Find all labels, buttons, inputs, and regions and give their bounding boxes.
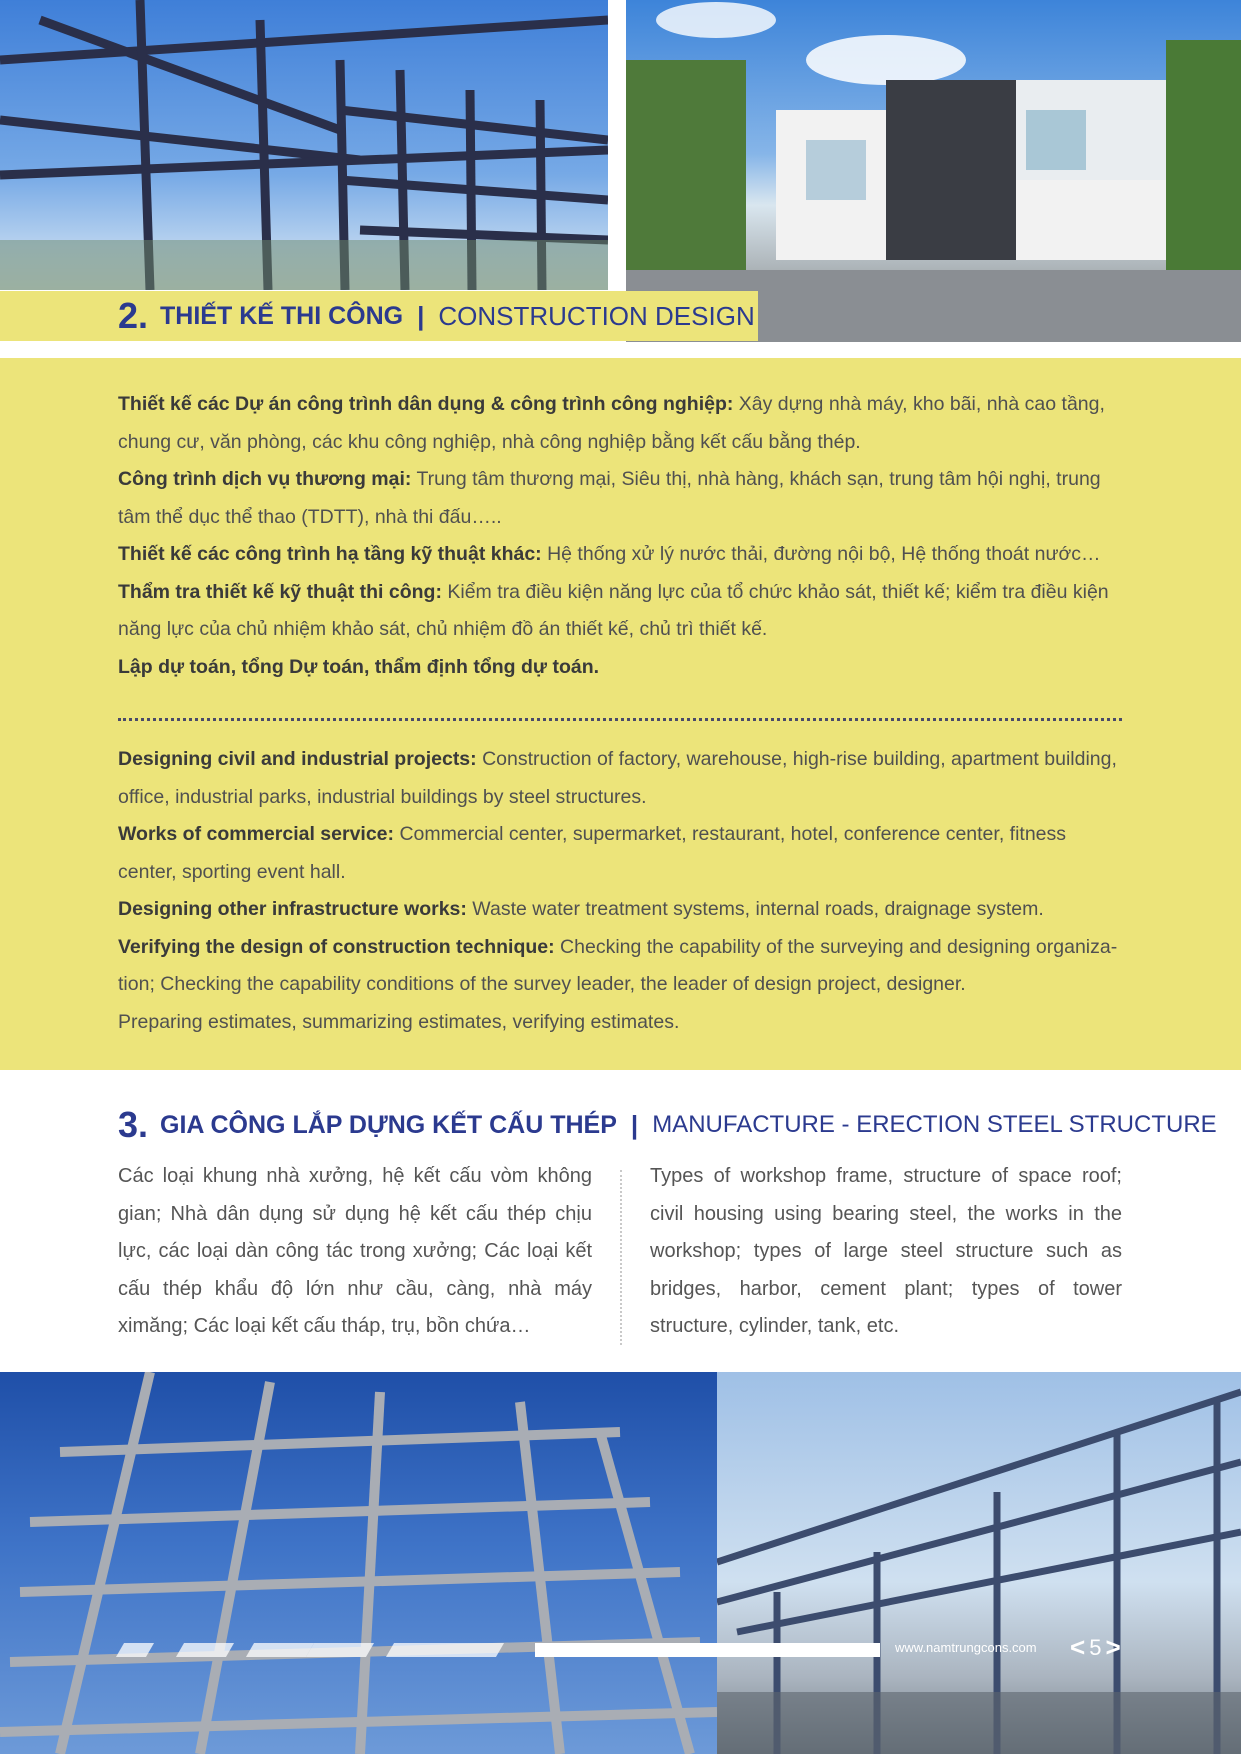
steel-frame-illustration bbox=[0, 0, 608, 290]
vn-description-block bbox=[118, 386, 1122, 686]
vn-item-text: Hệ thống xử lý nước thải, đường nội bộ, Hệ thống thoát nước… bbox=[541, 543, 1101, 565]
steel-structure-photo-left bbox=[0, 1372, 717, 1754]
decorative-stripe bbox=[386, 1643, 504, 1657]
en-item-text: Construction of factory, warehouse, high-rise building, apartment building, office, industrial parks, industrial buildings by steel structures. bbox=[118, 748, 1117, 808]
decorative-stripe bbox=[176, 1643, 234, 1657]
section-2-separator: | bbox=[417, 300, 425, 331]
vn-item bbox=[118, 649, 1122, 687]
steel-structure-illustration-right bbox=[717, 1372, 1241, 1754]
en-item-heading: Designing civil and industrial projects: bbox=[118, 748, 477, 770]
vn-item bbox=[118, 386, 1122, 461]
en-item bbox=[118, 891, 1122, 929]
en-item-heading: Verifying the design of construction technique: bbox=[118, 935, 555, 958]
website-url[interactable]: www.namtrungcons.com bbox=[895, 1640, 1037, 1655]
en-item bbox=[118, 929, 1122, 1004]
vn-item-heading: Lập dự toán, tổng Dự toán, thẩm định tổng dự toán. bbox=[118, 655, 600, 678]
section-2-header bbox=[0, 291, 758, 341]
vn-item-heading: Thiết kế các công trình hạ tầng kỹ thuật khác: bbox=[118, 543, 542, 565]
footer-bar bbox=[535, 1643, 880, 1657]
vn-item-text: Xây dựng nhà máy, kho bãi, nhà cao tầng, chung cư, văn phòng, các khu công nghiệp, nhà công nghiệp bằng kết cấu bằng thép. bbox=[118, 393, 1105, 453]
dotted-divider bbox=[118, 718, 1122, 721]
vn-item-text: Trung tâm thương mại, Siêu thị, nhà hàng, khách sạn, trung tâm hội nghị, trung tâm thể dục thể thao (TDTT), nhà thi đấu….. bbox=[118, 468, 1101, 528]
vn-item-heading: Thẩm tra thiết kế kỹ thuật thi công: bbox=[118, 580, 442, 603]
en-item-heading: Works of commercial service: bbox=[118, 823, 395, 845]
section-2-title-vn: THIẾT KẾ THI CÔNG bbox=[160, 301, 404, 330]
vn-item-text: Kiểm tra điều kiện năng lực của tổ chức khảo sát, thiết kế; kiểm tra điều kiện năng lực của chủ nhiệm khảo sát, chủ nhiệm đồ án thiết kế, chủ trì thiết kế. bbox=[118, 580, 1109, 640]
en-item bbox=[118, 816, 1122, 891]
en-item bbox=[118, 1004, 1122, 1042]
section-2-body bbox=[0, 358, 1241, 1070]
decorative-stripe bbox=[306, 1643, 374, 1657]
section-2-number: 2. bbox=[118, 295, 149, 336]
vn-item bbox=[118, 574, 1122, 649]
steel-structure-illustration-left bbox=[0, 1372, 717, 1754]
section-3-number: 3. bbox=[118, 1104, 149, 1145]
column-divider bbox=[620, 1170, 622, 1345]
section-2-title-en: CONSTRUCTION DESIGN bbox=[438, 300, 755, 331]
chevron-left-icon[interactable]: < bbox=[1070, 1632, 1086, 1662]
en-item bbox=[118, 741, 1122, 816]
section-3-separator: | bbox=[630, 1109, 639, 1140]
section-3-title-en: MANUFACTURE - ERECTION STEEL STRUCTURE bbox=[652, 1111, 1217, 1138]
vn-item-heading: Công trình dịch vụ thương mại: bbox=[118, 468, 412, 490]
section-3-title-vn: GIA CÔNG LẮP DỰNG KẾT CẤU THÉP bbox=[160, 1110, 617, 1139]
vn-item bbox=[118, 461, 1122, 536]
en-description-block bbox=[118, 741, 1122, 1041]
steel-structure-photo-right bbox=[717, 1372, 1241, 1754]
section-3-text-en: Types of workshop frame, structure of space roof; civil housing using bearing steel, the works in the workshop; types of large steel structure such as bridges, harbor, cement plant; types of tower structure, cylinder, tank, etc. bbox=[650, 1165, 1122, 1337]
chevron-right-icon[interactable]: > bbox=[1105, 1632, 1121, 1662]
vn-item-heading: Thiết kế các Dự án công trình dân dụng & công trình công nghiệp: bbox=[118, 393, 734, 415]
section-3-header bbox=[0, 1100, 1241, 1150]
steel-frame-photo-top bbox=[0, 0, 608, 290]
page-navigation bbox=[1070, 1632, 1121, 1663]
vn-item bbox=[118, 536, 1122, 574]
section-3-text-vn: Các loại khung nhà xưởng, hệ kết cấu vòm không gian; Nhà dân dụng sử dụng hệ kết cấu thép chịu lực, các loại dàn công tác trong xưởng; Các loại kết cấu thép khẩu độ lớn như cầu, càng, nhà máy ximăng; Các loại kết cấu tháp, trụ, bồn chứa… bbox=[118, 1165, 592, 1337]
en-item-text: Waste water treatment systems, internal roads, draignage system. bbox=[466, 898, 1044, 920]
en-item-text: Preparing estimates, summarizing estimates, verifying estimates. bbox=[118, 1010, 680, 1033]
en-item-text: Commercial center, supermarket, restaurant, hotel, conference center, fitness center, sporting event hall. bbox=[118, 823, 1067, 883]
decorative-stripe bbox=[246, 1643, 314, 1657]
en-item-heading: Designing other infrastructure works: bbox=[118, 898, 467, 920]
page-number: 5 bbox=[1089, 1634, 1102, 1660]
en-item-text: Checking the capability of the surveying and designing organiza-tion; Checking the capability conditions of the survey leader, the leader of design project, designer. bbox=[118, 935, 1118, 995]
